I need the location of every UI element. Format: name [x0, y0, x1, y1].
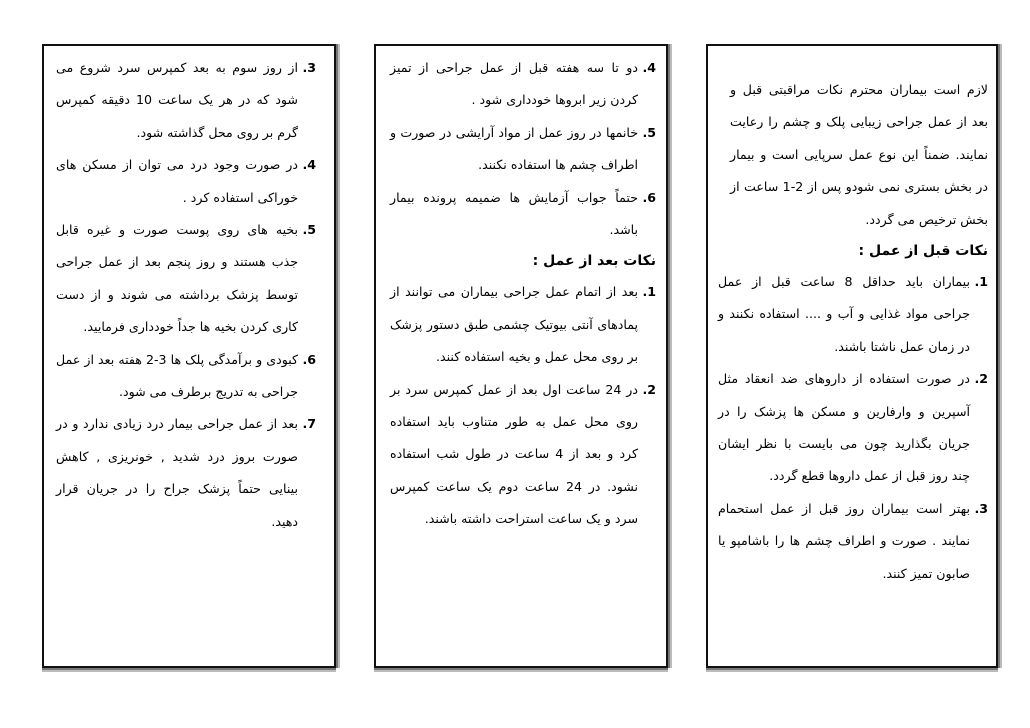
item-number: 6.	[302, 351, 316, 367]
item-text: کبودی و برآمدگی پلک ها 3-2 هفته بعد از عمل جراحی به تدریج برطرف می شود.	[56, 351, 298, 400]
list-item	[56, 149, 316, 214]
item-text: در 24 ساعت اول بعد از عمل کمپرس سرد بر روی محل عمل به طور متناوب باید استفاده کرد و بعد از 4 ساعت در طول شب استفاده نشود. در 24 ساعت دوم یک ساعت کمپرس سرد و یک ساعت استراحت داشته باشند.	[390, 381, 639, 527]
list-item	[56, 408, 316, 538]
item-text: بعد از اتمام عمل جراحی بیماران می توانند از پمادهای آنتی بیوتیک چشمی طبق دستور پزشک بر روی محل عمل و بخیه استفاده کنند.	[390, 284, 638, 365]
item-number: 3.	[974, 500, 988, 516]
item-text: حتماً جواب آزمایش ها ضمیمه پرونده بیمار باشد.	[390, 189, 638, 238]
item-number: 6.	[642, 189, 656, 205]
item-text: در صورت استفاده از داروهای ضد انعقاد مثل آسپرین و وارفارین و مسکن ها پزشک را در جریان بگذارید چون می بایست با نظر ایشان چند روز قبل از عمل داروها قطع گردد.	[718, 371, 970, 484]
list-item	[56, 344, 316, 409]
panel-right	[706, 44, 998, 668]
item-number: 4.	[302, 157, 316, 173]
list-item	[718, 363, 988, 493]
item-number: 1.	[642, 284, 656, 300]
section-heading-post-op: نکات بعد از عمل :	[532, 253, 656, 270]
list-item	[390, 374, 656, 536]
item-number: 5.	[302, 222, 316, 238]
list-item	[56, 214, 316, 344]
item-text: از روز سوم به بعد کمپرس سرد شروع می شود که در هر یک ساعت 10 دقیقه کمپرس گرم بر روی محل گذاشته شود.	[56, 60, 298, 140]
item-text: دو تا سه هفته قبل از عمل جراحی از تمیز کردن زیر ابروها خودداری شود .	[390, 60, 638, 108]
item-number: 2.	[642, 381, 656, 397]
item-number: 2.	[974, 371, 988, 387]
list-item	[56, 52, 316, 149]
list-item	[718, 493, 988, 590]
list-item	[718, 266, 988, 363]
item-text: بیماران باید حداقل 8 ساعت قبل از عمل جراحی مواد غذایی و آب و .... استفاده نکنند و در زمان عمل ناشتا باشند.	[718, 274, 970, 354]
panel-middle	[374, 44, 668, 668]
list-item	[390, 182, 656, 247]
item-number: 1.	[974, 274, 988, 290]
item-number: 7.	[302, 416, 316, 432]
item-text: خانمها در روز عمل از مواد آرایشی در صورت و اطراف چشم ها استفاده نکنند.	[390, 124, 638, 173]
item-text: بخیه های روی پوست صورت و غیره قابل جذب هستند و روز پنجم بعد از عمل جراحی توسط پزشک برداشته می شوند و از دست کاری کردن بخیه ها جداً خودداری فرمایید.	[56, 222, 298, 335]
list-item	[390, 52, 656, 117]
list-item	[390, 117, 656, 182]
section-heading-pre-op: نکات قبل از عمل :	[858, 243, 988, 260]
item-text: بهتر است بیماران روز قبل از عمل استحمام نمایند . صورت و اطراف چشم ها را باشامپو یا صابون تمیز کنند.	[718, 500, 970, 581]
item-number: 3.	[302, 60, 316, 75]
list-item	[390, 276, 656, 373]
intro-paragraph: لازم است بیماران محترم نکات مراقبتی قبل و بعد از عمل جراحی زیبایی پلک و چشم را رعایت نمایند. ضمناً این نوع عمل سرپایی است و بیمار در بخش بستری نمی شودو پس از 2-1 ساعت از بخش ترخیص می گردد.	[730, 82, 989, 227]
item-number: 5.	[642, 124, 656, 140]
item-text: در صورت وجود درد می توان از مسکن های خوراکی استفاده کرد .	[56, 157, 298, 205]
item-number: 4.	[642, 60, 656, 75]
panel-left	[42, 44, 336, 668]
item-text: بعد از عمل جراحی بیمار درد زیادی ندارد و در صورت بروز درد شدید , خونریزی , کاهش بینایی حتماً پزشک جراح را در جریان قرار دهید.	[56, 416, 298, 529]
